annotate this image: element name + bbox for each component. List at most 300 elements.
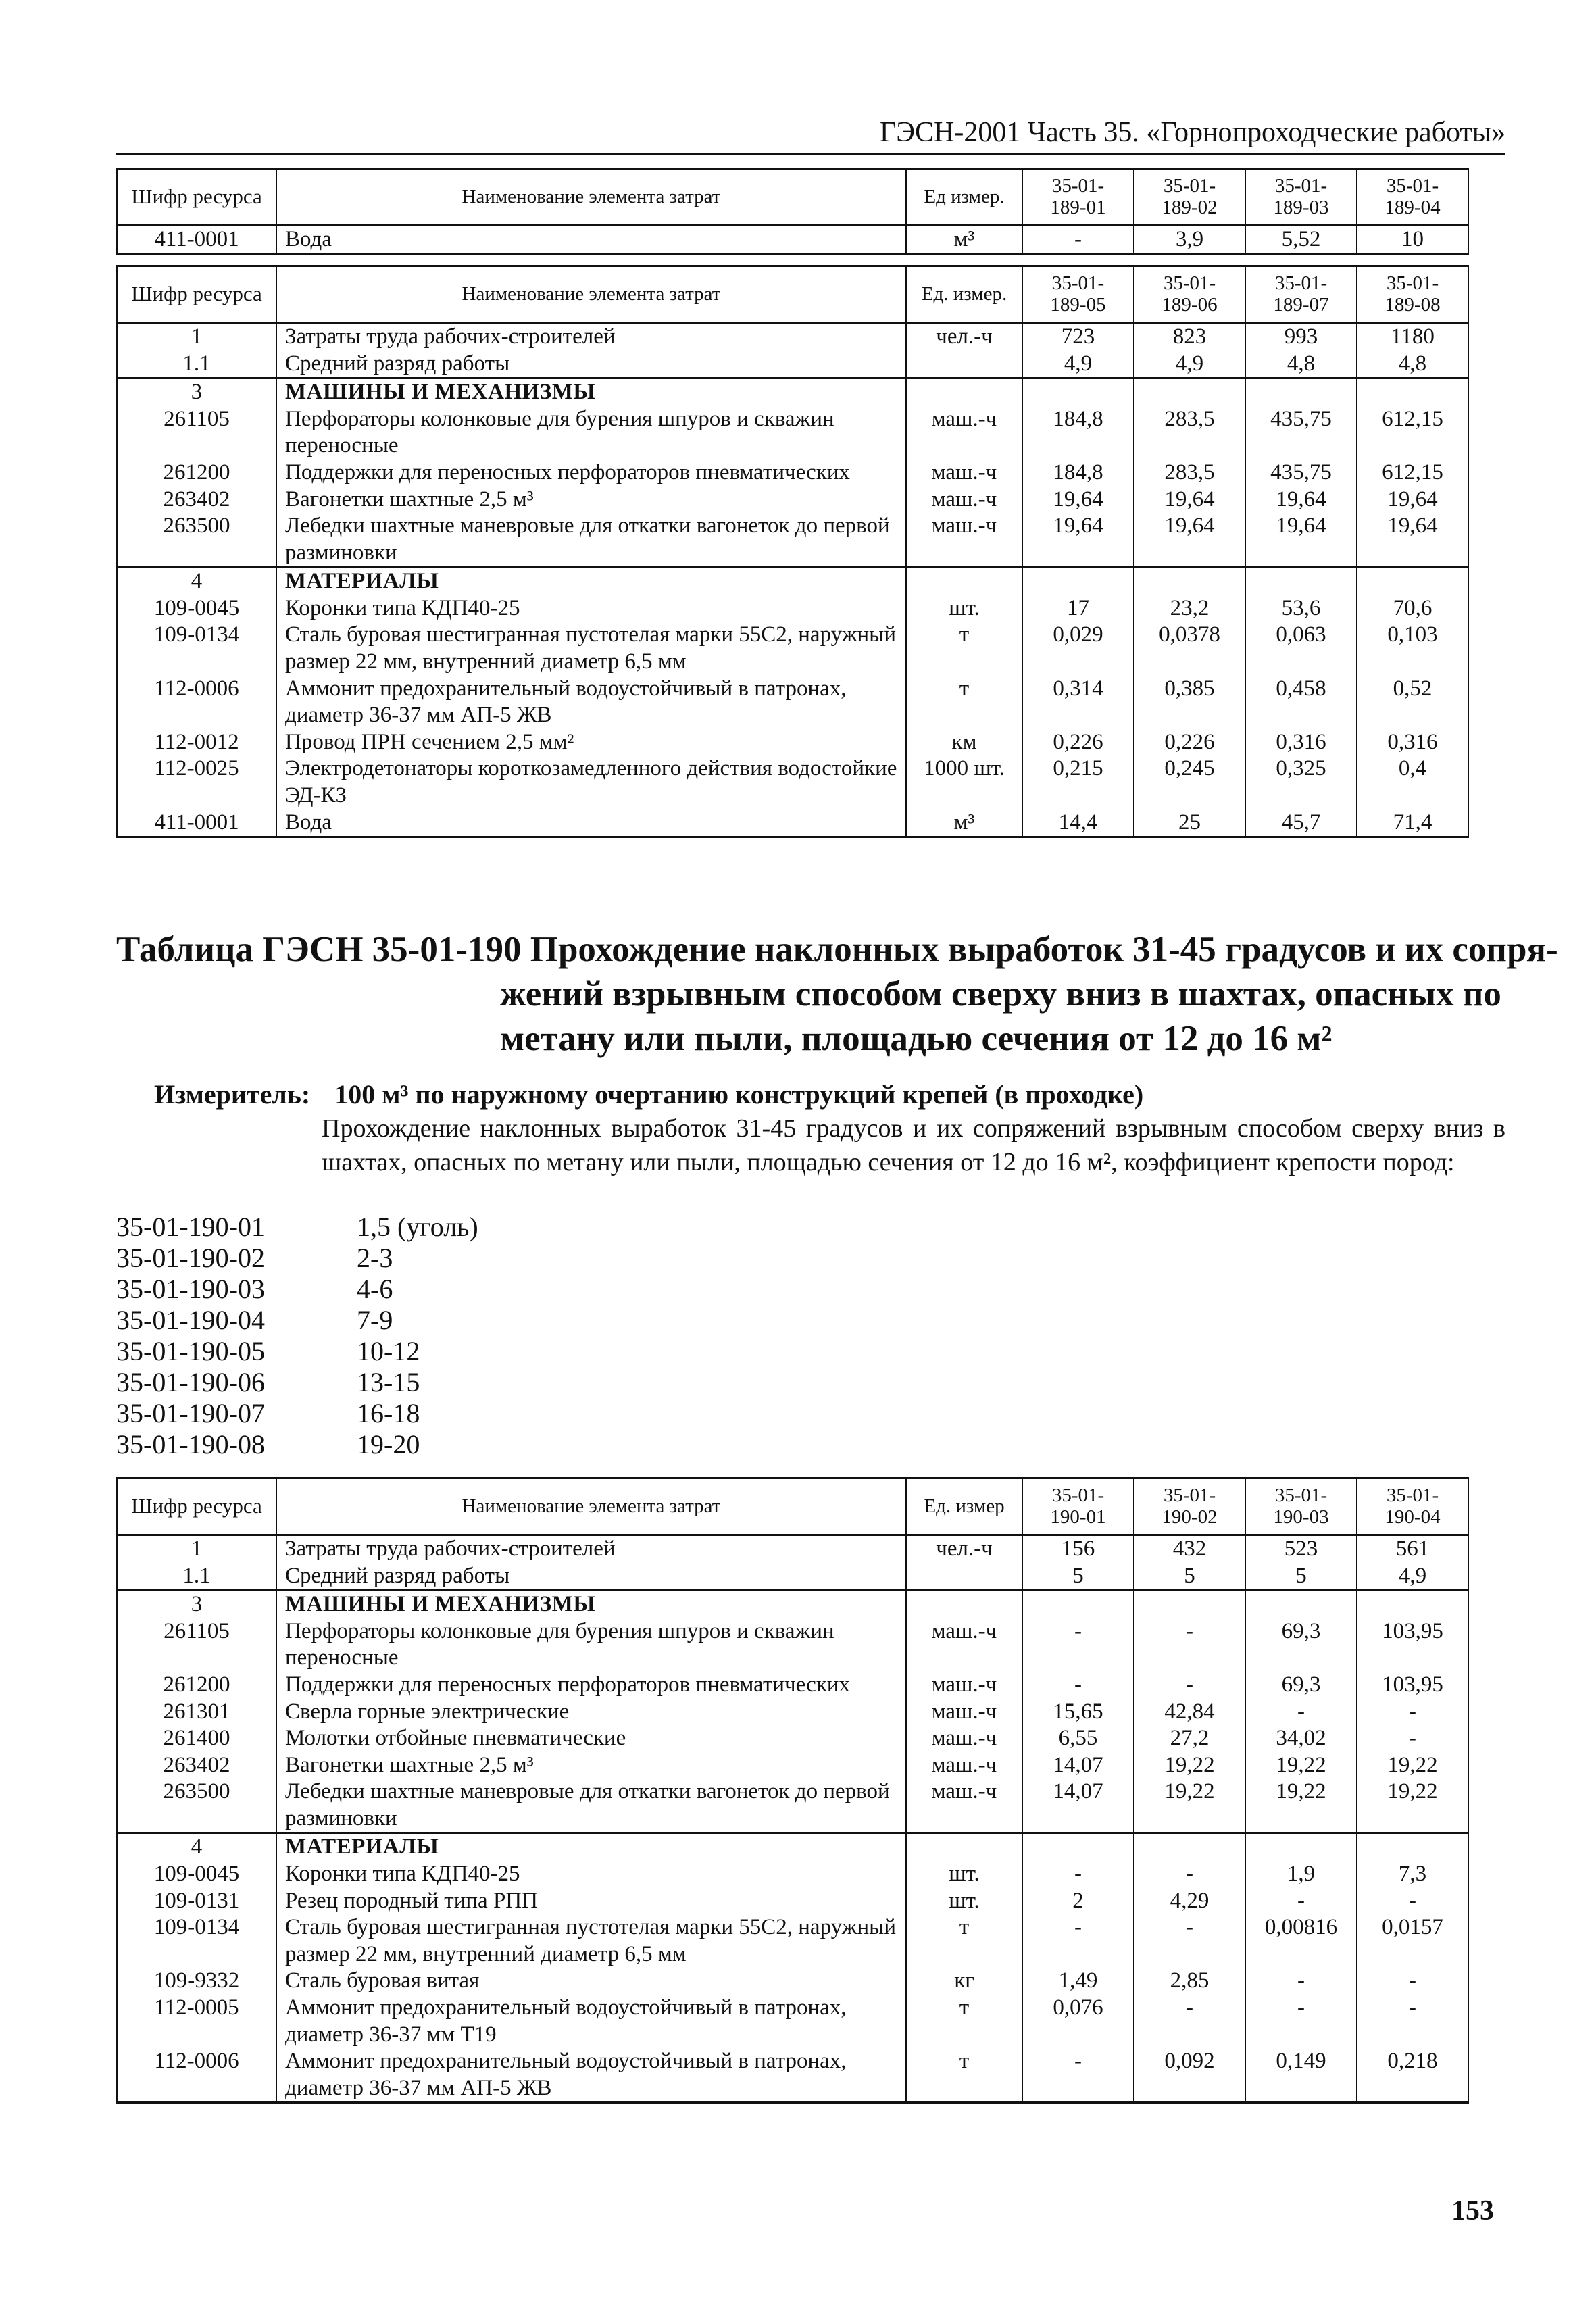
norm-value: 993 xyxy=(1245,322,1357,350)
norm-value: 0,245 xyxy=(1134,755,1245,809)
variant-code: 35-01-190-02 xyxy=(116,1243,265,1273)
variant-hardness: 13-15 xyxy=(357,1367,420,1397)
norm-value: 69,3 xyxy=(1245,1672,1357,1699)
unit-of-measure: шт. xyxy=(906,1888,1022,1915)
cost-element-name: Коронки типа КДП40-25 xyxy=(276,1861,906,1888)
table-row xyxy=(117,1725,1468,1752)
cost-element-name: Коронки типа КДП40-25 xyxy=(276,595,906,622)
table-title xyxy=(116,927,1558,1061)
resource-code: 109-0045 xyxy=(117,1861,276,1888)
norm-value: 0,063 xyxy=(1245,622,1357,675)
resource-code: 261301 xyxy=(117,1699,276,1726)
col-header-norm-code: 35-01- 189-02 xyxy=(1134,169,1245,226)
norm-value xyxy=(1134,1833,1245,1861)
norm-value: 19,64 xyxy=(1245,487,1357,514)
norm-value: 42,84 xyxy=(1134,1699,1245,1726)
variant-code: 35-01-190-04 xyxy=(116,1305,265,1335)
cost-element-name: Вода xyxy=(276,810,906,837)
norm-value: - xyxy=(1134,1995,1245,2048)
table-row xyxy=(117,729,1468,756)
norm-value: - xyxy=(1134,1672,1245,1699)
variant-hardness: 7-9 xyxy=(357,1305,393,1335)
table-row xyxy=(117,1861,1468,1888)
resource-code: 112-0012 xyxy=(117,729,276,756)
resource-code: 109-9332 xyxy=(117,1968,276,1995)
page-number: 153 xyxy=(1451,2195,1494,2226)
col-header-norm-code: 35-01- 190-04 xyxy=(1357,1478,1468,1535)
norm-value: 723 xyxy=(1022,322,1134,350)
norm-value xyxy=(1245,1833,1357,1861)
norm-value: 0,218 xyxy=(1357,2048,1468,2103)
norm-value: 0,385 xyxy=(1134,676,1245,729)
unit-of-measure: кг xyxy=(906,1968,1022,1995)
resource-code: 411-0001 xyxy=(117,225,276,254)
col-header-name: Наименование элемента затрат xyxy=(276,169,906,226)
norm-value: 45,7 xyxy=(1245,810,1357,837)
norm-value: 0,029 xyxy=(1022,622,1134,675)
norm-value: 4,9 xyxy=(1357,1563,1468,1591)
norm-value: 612,15 xyxy=(1357,459,1468,487)
unit-of-measure xyxy=(906,351,1022,378)
table-row xyxy=(117,487,1468,514)
table-row xyxy=(117,1672,1468,1699)
unit-of-measure: м³ xyxy=(906,810,1022,837)
cost-table-190 xyxy=(116,1477,1469,2104)
norm-value: 0,316 xyxy=(1357,729,1468,756)
norm-value: - xyxy=(1022,225,1134,254)
norm-value: 0,0157 xyxy=(1357,1914,1468,1968)
work-description: Прохождение наклонных выработок 31-45 градусов и их сопряжений взрывным способом сверху вниз в шахтах, опасных по метану или пыли, площадью сечения от 12 до 16 м², коэффициент крепости пород: xyxy=(322,1114,1505,1176)
norm-value: 69,3 xyxy=(1245,1618,1357,1672)
norm-value xyxy=(1245,1591,1357,1618)
norm-value: 27,2 xyxy=(1134,1725,1245,1752)
norm-value: - xyxy=(1022,1861,1134,1888)
col-header-norm-code: 35-01- 189-08 xyxy=(1357,266,1468,323)
section-row xyxy=(117,378,1468,406)
norm-value: 0,092 xyxy=(1134,2048,1245,2103)
norm-value: 1180 xyxy=(1357,322,1468,350)
section-title: МАТЕРИАЛЫ xyxy=(276,568,906,595)
variant-item xyxy=(116,1305,478,1336)
resource-code: 261105 xyxy=(117,406,276,459)
cost-element-name: Перфораторы колонковые для бурения шпуров и скважин переносные xyxy=(276,406,906,459)
cost-element-name: Сверла горные электрические xyxy=(276,1699,906,1726)
unit-of-measure: маш.-ч xyxy=(906,1752,1022,1779)
variant-code: 35-01-190-05 xyxy=(116,1336,265,1366)
resource-code: 261200 xyxy=(117,459,276,487)
norm-value: - xyxy=(1022,2048,1134,2103)
meter-label: Измеритель: xyxy=(154,1079,311,1110)
table-row xyxy=(117,1618,1468,1672)
cost-element-name: Перфораторы колонковые для бурения шпуров и скважин переносные xyxy=(276,1618,906,1672)
norm-value: 17 xyxy=(1022,595,1134,622)
unit-of-measure xyxy=(906,1563,1022,1591)
variant-item xyxy=(116,1367,478,1398)
table-row xyxy=(117,406,1468,459)
norm-value xyxy=(1022,1833,1134,1861)
table-row xyxy=(117,1535,1468,1562)
unit-of-measure: т xyxy=(906,2048,1022,2103)
cost-element-name: Сталь буровая шестигранная пустотелая марки 55С2, наружный размер 22 мм, внутренний диаметр 6,5 мм xyxy=(276,1914,906,1968)
resource-code: 112-0006 xyxy=(117,2048,276,2103)
unit-of-measure: чел.-ч xyxy=(906,322,1022,350)
norm-value: 523 xyxy=(1245,1535,1357,1562)
table-row xyxy=(117,351,1468,378)
norm-value: 435,75 xyxy=(1245,406,1357,459)
norm-value: - xyxy=(1357,1968,1468,1995)
resource-code: 263402 xyxy=(117,487,276,514)
cost-element-name: Сталь буровая шестигранная пустотелая марки 55С2, наружный размер 22 мм, внутренний диаметр 6,5 мм xyxy=(276,622,906,675)
norm-value: 435,75 xyxy=(1245,459,1357,487)
norm-value: 19,22 xyxy=(1357,1778,1468,1833)
unit-of-measure: маш.-ч xyxy=(906,1725,1022,1752)
norm-value: 19,22 xyxy=(1357,1752,1468,1779)
variant-code: 35-01-190-03 xyxy=(116,1274,265,1304)
resource-code: 1.1 xyxy=(117,1563,276,1591)
variant-hardness: 1,5 (уголь) xyxy=(357,1212,478,1242)
norm-value: 0,149 xyxy=(1245,2048,1357,2103)
header-rule xyxy=(116,153,1505,155)
norm-value: 283,5 xyxy=(1134,459,1245,487)
section-row xyxy=(117,1833,1468,1861)
norm-value xyxy=(1022,1591,1134,1618)
norm-value: 19,22 xyxy=(1245,1752,1357,1779)
norm-value: 7,3 xyxy=(1357,1861,1468,1888)
resource-code: 263500 xyxy=(117,513,276,568)
norm-value: 283,5 xyxy=(1134,406,1245,459)
norm-value: 2 xyxy=(1022,1888,1134,1915)
norm-value: 53,6 xyxy=(1245,595,1357,622)
cost-element-name: Вагонетки шахтные 2,5 м³ xyxy=(276,1752,906,1779)
norm-value: 4,9 xyxy=(1134,351,1245,378)
cost-element-name: Резец породный типа РПП xyxy=(276,1888,906,1915)
norm-value: 19,64 xyxy=(1245,513,1357,568)
norm-value xyxy=(1134,378,1245,406)
resource-code: 112-0005 xyxy=(117,1995,276,2048)
table-title-line-1: Таблица ГЭСН 35-01-190 Прохождение наклонных выработок 31-45 градусов и их сопря- xyxy=(116,930,1558,969)
resource-code: 1 xyxy=(117,322,276,350)
resource-code: 3 xyxy=(117,1591,276,1618)
unit-of-measure: т xyxy=(906,1995,1022,2048)
cost-element-name: Провод ПРН сечением 2,5 мм² xyxy=(276,729,906,756)
cost-element-name: Затраты труда рабочих-строителей xyxy=(276,1535,906,1562)
col-header-code: Шифр ресурса xyxy=(117,1478,276,1535)
unit-of-measure: маш.-ч xyxy=(906,406,1022,459)
norm-value: - xyxy=(1134,1618,1245,1672)
cost-element-name: Затраты труда рабочих-строителей xyxy=(276,322,906,350)
norm-value xyxy=(1357,378,1468,406)
cost-element-name: Средний разряд работы xyxy=(276,1563,906,1591)
variant-hardness: 10-12 xyxy=(357,1336,420,1366)
norm-value: - xyxy=(1022,1914,1134,1968)
table-row xyxy=(117,1563,1468,1591)
unit-of-measure: маш.-ч xyxy=(906,459,1022,487)
norm-value: 0,103 xyxy=(1357,622,1468,675)
norm-value xyxy=(1134,568,1245,595)
norm-value: 19,22 xyxy=(1245,1778,1357,1833)
norm-value xyxy=(1022,378,1134,406)
norm-value: 19,64 xyxy=(1134,487,1245,514)
running-header: ГЭСН-2001 Часть 35. «Горнопроходческие работы» xyxy=(880,117,1505,148)
norm-value: - xyxy=(1357,1888,1468,1915)
variant-item xyxy=(116,1336,478,1367)
cost-element-name: Поддержки для переносных перфораторов пневматических xyxy=(276,459,906,487)
col-header-norm-code: 35-01- 189-04 xyxy=(1357,169,1468,226)
unit-of-measure: 1000 шт. xyxy=(906,755,1022,809)
cost-element-name: Поддержки для переносных перфораторов пневматических xyxy=(276,1672,906,1699)
norm-value: 4,9 xyxy=(1022,351,1134,378)
table-row xyxy=(117,225,1468,254)
col-header-unit: Ед. измер xyxy=(906,1478,1022,1535)
norm-value: - xyxy=(1357,1699,1468,1726)
norm-value: 0,215 xyxy=(1022,755,1134,809)
variant-item xyxy=(116,1274,478,1305)
table-row xyxy=(117,622,1468,675)
norm-value: 70,6 xyxy=(1357,595,1468,622)
variant-hardness: 19-20 xyxy=(357,1429,420,1460)
resource-code: 4 xyxy=(117,1833,276,1861)
norm-value: 5 xyxy=(1134,1563,1245,1591)
table-row xyxy=(117,676,1468,729)
unit-of-measure: маш.-ч xyxy=(906,1672,1022,1699)
norm-value: 0,076 xyxy=(1022,1995,1134,2048)
unit-of-measure: маш.-ч xyxy=(906,1618,1022,1672)
norm-value: - xyxy=(1134,1914,1245,1968)
norm-value: 823 xyxy=(1134,322,1245,350)
norm-value: 0,316 xyxy=(1245,729,1357,756)
norm-value: 4,8 xyxy=(1245,351,1357,378)
variant-list xyxy=(116,1212,478,1460)
norm-value: 19,22 xyxy=(1134,1752,1245,1779)
col-header-norm-code: 35-01- 189-05 xyxy=(1022,266,1134,323)
norm-value: 6,55 xyxy=(1022,1725,1134,1752)
norm-value xyxy=(1022,568,1134,595)
table-row xyxy=(117,1995,1468,2048)
norm-value: 5,52 xyxy=(1245,225,1357,254)
norm-value: 19,64 xyxy=(1357,487,1468,514)
norm-value: 612,15 xyxy=(1357,406,1468,459)
variant-code: 35-01-190-08 xyxy=(116,1429,265,1460)
col-header-norm-code: 35-01- 190-03 xyxy=(1245,1478,1357,1535)
norm-value: - xyxy=(1245,1968,1357,1995)
unit-of-measure xyxy=(906,378,1022,406)
norm-value xyxy=(1134,1591,1245,1618)
norm-value: 156 xyxy=(1022,1535,1134,1562)
resource-code: 109-0045 xyxy=(117,595,276,622)
resource-code: 3 xyxy=(117,378,276,406)
cost-element-name: Сталь буровая витая xyxy=(276,1968,906,1995)
norm-value xyxy=(1245,378,1357,406)
unit-of-measure: маш.-ч xyxy=(906,487,1022,514)
unit-of-measure: шт. xyxy=(906,1861,1022,1888)
norm-value: 561 xyxy=(1357,1535,1468,1562)
variant-hardness: 4-6 xyxy=(357,1274,393,1304)
variant-code: 35-01-190-07 xyxy=(116,1398,265,1428)
norm-value xyxy=(1357,568,1468,595)
norm-value: 103,95 xyxy=(1357,1672,1468,1699)
norm-value: 0,458 xyxy=(1245,676,1357,729)
table-row xyxy=(117,595,1468,622)
cost-element-name: Аммонит предохранительный водоустойчивый в патронах, диаметр 36-37 мм АП-5 ЖВ xyxy=(276,2048,906,2103)
norm-value: - xyxy=(1245,1888,1357,1915)
norm-value: 0,314 xyxy=(1022,676,1134,729)
norm-value: - xyxy=(1357,1995,1468,2048)
cost-table-189-part2 xyxy=(116,265,1469,838)
section-row xyxy=(117,1591,1468,1618)
unit-of-measure xyxy=(906,568,1022,595)
norm-value: 19,64 xyxy=(1022,487,1134,514)
unit-of-measure: шт. xyxy=(906,595,1022,622)
col-header-unit: Ед. измер. xyxy=(906,266,1022,323)
col-header-unit: Ед измер. xyxy=(906,169,1022,226)
norm-value: 19,64 xyxy=(1134,513,1245,568)
cost-element-name: Лебедки шахтные маневровые для откатки вагонеток до первой разминовки xyxy=(276,1778,906,1833)
table-row xyxy=(117,810,1468,837)
norm-value: 25 xyxy=(1134,810,1245,837)
norm-value: 14,07 xyxy=(1022,1752,1134,1779)
table-row xyxy=(117,322,1468,350)
col-header-name: Наименование элемента затрат xyxy=(276,266,906,323)
cost-element-name: Вагонетки шахтные 2,5 м³ xyxy=(276,487,906,514)
norm-value: 0,226 xyxy=(1134,729,1245,756)
section-title: МАШИНЫ И МЕХАНИЗМЫ xyxy=(276,1591,906,1618)
norm-value: 19,64 xyxy=(1022,513,1134,568)
table-row xyxy=(117,459,1468,487)
col-header-code: Шифр ресурса xyxy=(117,169,276,226)
cost-element-name: Вода xyxy=(276,225,906,254)
norm-value: 1,49 xyxy=(1022,1968,1134,1995)
cost-table-189-part1 xyxy=(116,168,1469,255)
resource-code: 109-0134 xyxy=(117,1914,276,1968)
norm-value: - xyxy=(1245,1699,1357,1726)
resource-code: 112-0006 xyxy=(117,676,276,729)
resource-code: 411-0001 xyxy=(117,810,276,837)
norm-value: - xyxy=(1134,1861,1245,1888)
resource-code: 263402 xyxy=(117,1752,276,1779)
resource-code: 261105 xyxy=(117,1618,276,1672)
unit-of-measure: маш.-ч xyxy=(906,513,1022,568)
norm-value: 71,4 xyxy=(1357,810,1468,837)
table-row xyxy=(117,513,1468,568)
cost-element-name: Лебедки шахтные маневровые для откатки вагонеток до первой разминовки xyxy=(276,513,906,568)
cost-element-name: Молотки отбойные пневматические xyxy=(276,1725,906,1752)
col-header-code: Шифр ресурса xyxy=(117,266,276,323)
unit-of-measure: маш.-ч xyxy=(906,1699,1022,1726)
col-header-norm-code: 35-01- 189-07 xyxy=(1245,266,1357,323)
section-row xyxy=(117,568,1468,595)
variant-item xyxy=(116,1398,478,1429)
norm-value: 432 xyxy=(1134,1535,1245,1562)
norm-value: 184,8 xyxy=(1022,459,1134,487)
table-row xyxy=(117,1968,1468,1995)
norm-value: 10 xyxy=(1357,225,1468,254)
variant-item xyxy=(116,1212,478,1243)
norm-value: 103,95 xyxy=(1357,1618,1468,1672)
resource-code: 1 xyxy=(117,1535,276,1562)
norm-value: 4,29 xyxy=(1134,1888,1245,1915)
resource-code: 112-0025 xyxy=(117,755,276,809)
table-row xyxy=(117,755,1468,809)
norm-value: 2,85 xyxy=(1134,1968,1245,1995)
table-row xyxy=(117,1778,1468,1833)
col-header-norm-code: 35-01- 189-03 xyxy=(1245,169,1357,226)
section-title: МАТЕРИАЛЫ xyxy=(276,1833,906,1861)
norm-value xyxy=(1357,1591,1468,1618)
variant-code: 35-01-190-01 xyxy=(116,1212,265,1242)
norm-value: - xyxy=(1357,1725,1468,1752)
unit-of-measure: т xyxy=(906,1914,1022,1968)
meter-value: 100 м³ по наружному очертанию конструкций крепей (в проходке) xyxy=(334,1079,1144,1110)
variant-code: 35-01-190-06 xyxy=(116,1367,265,1397)
col-header-norm-code: 35-01- 190-02 xyxy=(1134,1478,1245,1535)
norm-value: 5 xyxy=(1245,1563,1357,1591)
norm-value: 0,325 xyxy=(1245,755,1357,809)
table-title-line-2: жений взрывным способом сверху вниз в шахтах, опасных по xyxy=(500,974,1501,1014)
norm-value: 14,4 xyxy=(1022,810,1134,837)
variant-hardness: 16-18 xyxy=(357,1398,420,1428)
norm-value: 4,8 xyxy=(1357,351,1468,378)
unit-of-measure xyxy=(906,1833,1022,1861)
resource-code: 261200 xyxy=(117,1672,276,1699)
unit-of-measure: км xyxy=(906,729,1022,756)
norm-value: - xyxy=(1245,1995,1357,2048)
cost-element-name: Электродетонаторы короткозамедленного действия водостойкие ЭД-КЗ xyxy=(276,755,906,809)
resource-code: 109-0131 xyxy=(117,1888,276,1915)
resource-code: 1.1 xyxy=(117,351,276,378)
resource-code: 263500 xyxy=(117,1778,276,1833)
col-header-norm-code: 35-01- 189-01 xyxy=(1022,169,1134,226)
norm-value: 1,9 xyxy=(1245,1861,1357,1888)
table-title-line-3: метану или пыли, площадью сечения от 12 до 16 м² xyxy=(500,1019,1332,1058)
section-title: МАШИНЫ И МЕХАНИЗМЫ xyxy=(276,378,906,406)
unit-of-measure: чел.-ч xyxy=(906,1535,1022,1562)
norm-value: 0,00816 xyxy=(1245,1914,1357,1968)
table-row xyxy=(117,1699,1468,1726)
resource-code: 109-0134 xyxy=(117,622,276,675)
col-header-name: Наименование элемента затрат xyxy=(276,1478,906,1535)
unit-of-measure xyxy=(906,1591,1022,1618)
norm-value: 19,64 xyxy=(1357,513,1468,568)
cost-element-name: Средний разряд работы xyxy=(276,351,906,378)
norm-value: 14,07 xyxy=(1022,1778,1134,1833)
norm-value: 19,22 xyxy=(1134,1778,1245,1833)
norm-value xyxy=(1357,1833,1468,1861)
norm-value: 5 xyxy=(1022,1563,1134,1591)
norm-value: - xyxy=(1022,1672,1134,1699)
unit-of-measure: м³ xyxy=(906,225,1022,254)
variant-hardness: 2-3 xyxy=(357,1243,393,1273)
norm-value: 0,0378 xyxy=(1134,622,1245,675)
table-row xyxy=(117,1914,1468,1968)
norm-value: 0,4 xyxy=(1357,755,1468,809)
norm-value: 34,02 xyxy=(1245,1725,1357,1752)
table-row xyxy=(117,2048,1468,2103)
table-row xyxy=(117,1752,1468,1779)
norm-value: 0,226 xyxy=(1022,729,1134,756)
col-header-norm-code: 35-01- 189-06 xyxy=(1134,266,1245,323)
norm-value: - xyxy=(1022,1618,1134,1672)
unit-of-measure: маш.-ч xyxy=(906,1778,1022,1833)
norm-value: 3,9 xyxy=(1134,225,1245,254)
resource-code: 4 xyxy=(117,568,276,595)
cost-element-name: Аммонит предохранительный водоустойчивый в патронах, диаметр 36-37 мм Т19 xyxy=(276,1995,906,2048)
norm-value: 0,52 xyxy=(1357,676,1468,729)
norm-value: 184,8 xyxy=(1022,406,1134,459)
variant-item xyxy=(116,1429,478,1460)
variant-item xyxy=(116,1243,478,1274)
norm-value: 15,65 xyxy=(1022,1699,1134,1726)
resource-code: 261400 xyxy=(117,1725,276,1752)
